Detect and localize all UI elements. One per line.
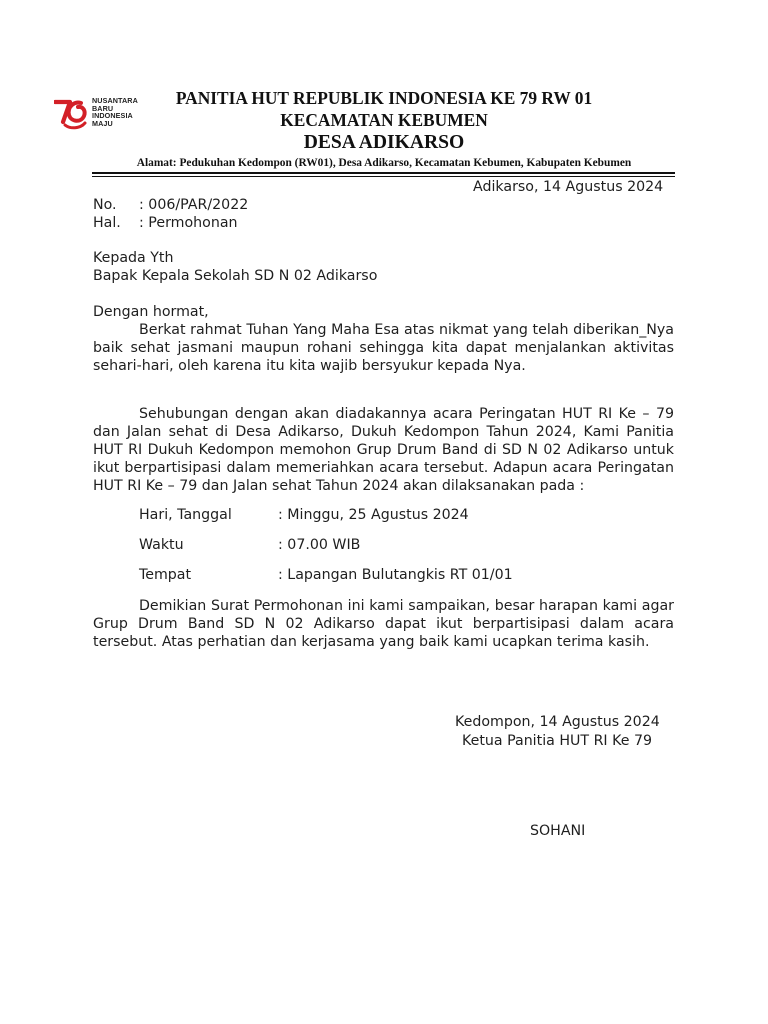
paragraph-closing: Demikian Surat Permohonan ini kami sampaikan, besar harapan kami agar Grup Drum Band SD N 02 Adikarso dapat ikut berpartisipasi dalam acara tersebut. Atas perhatian dan kerjasama yang baik kami ucapkan terima kasih. — [93, 598, 674, 650]
greeting: Dengan hormat, — [93, 304, 209, 320]
detail-value: : Lapangan Bulutangkis RT 01/01 — [278, 567, 513, 583]
detail-label: Hari, Tanggal — [139, 507, 232, 523]
number-label: No. — [93, 197, 117, 213]
paragraph-opening: Berkat rahmat Tuhan Yang Maha Esa atas nikmat yang telah diberikan_Nya baik sehat jasmani maupun rohani sehingga kita dapat menjalankan aktivitas sehari-hari, oleh karena itu kita wajib bersyukur kepada Nya. — [93, 322, 674, 374]
signature-title: Ketua Panitia HUT RI Ke 79 — [462, 733, 653, 749]
recipient-name: Bapak Kepala Sekolah SD N 02 Adikarso — [93, 268, 378, 284]
signature-name: SOHANI — [530, 823, 586, 839]
letterhead-village: DESA ADIKARSO — [303, 132, 465, 153]
logo-text-line: BARU — [92, 103, 114, 113]
detail-value: : 07.00 WIB — [278, 537, 361, 553]
detail-label: Tempat — [139, 567, 192, 583]
letterhead-subdistrict: KECAMATAN KEBUMEN — [280, 110, 488, 130]
detail-label: Waktu — [139, 537, 184, 553]
letterhead-address: Alamat: Pedukuhan Kedompon (RW01), Desa Adikarso, Kecamatan Kebumen, Kabupaten Kebumen — [136, 157, 632, 169]
logo-text-line: INDONESIA — [92, 111, 133, 121]
letterhead-title: PANITIA HUT REPUBLIK INDONESIA KE 79 RW 01 — [175, 88, 593, 108]
recipient-salutation: Kepada Yth — [93, 250, 174, 266]
letterhead-divider-thin — [92, 176, 675, 177]
logo-text-line: MAJU — [92, 118, 113, 128]
detail-value: : Minggu, 25 Agustus 2024 — [278, 507, 469, 523]
logo-text-line: NUSANTARA — [92, 96, 138, 105]
subject-value: : Permohonan — [139, 215, 238, 231]
subject-label: Hal. — [93, 215, 121, 231]
signature-place-date: Kedompon, 14 Agustus 2024 — [455, 714, 660, 730]
logo-79-icon — [54, 97, 90, 131]
paragraph-request: Sehubungan dengan akan diadakannya acara Peringatan HUT RI Ke – 79 dan Jalan sehat di Desa Adikarso, Dukuh Kedompon Tahun 2024, Kami Panitia HUT RI Dukuh Kedompon memohon Grup Drum Band di SD N 02 Adikarso untuk ikut berpartisipasi dalam memeriahkan acara tersebut. Adapun acara Peringatan HUT RI Ke – 79 dan Jalan sehat Tahun 2024 akan dilaksanakan pada : — [93, 406, 674, 494]
number-value: : 006/PAR/2022 — [139, 197, 249, 213]
letterhead-divider-thick — [92, 172, 675, 174]
letter-date: Adikarso, 14 Agustus 2024 — [473, 179, 664, 195]
